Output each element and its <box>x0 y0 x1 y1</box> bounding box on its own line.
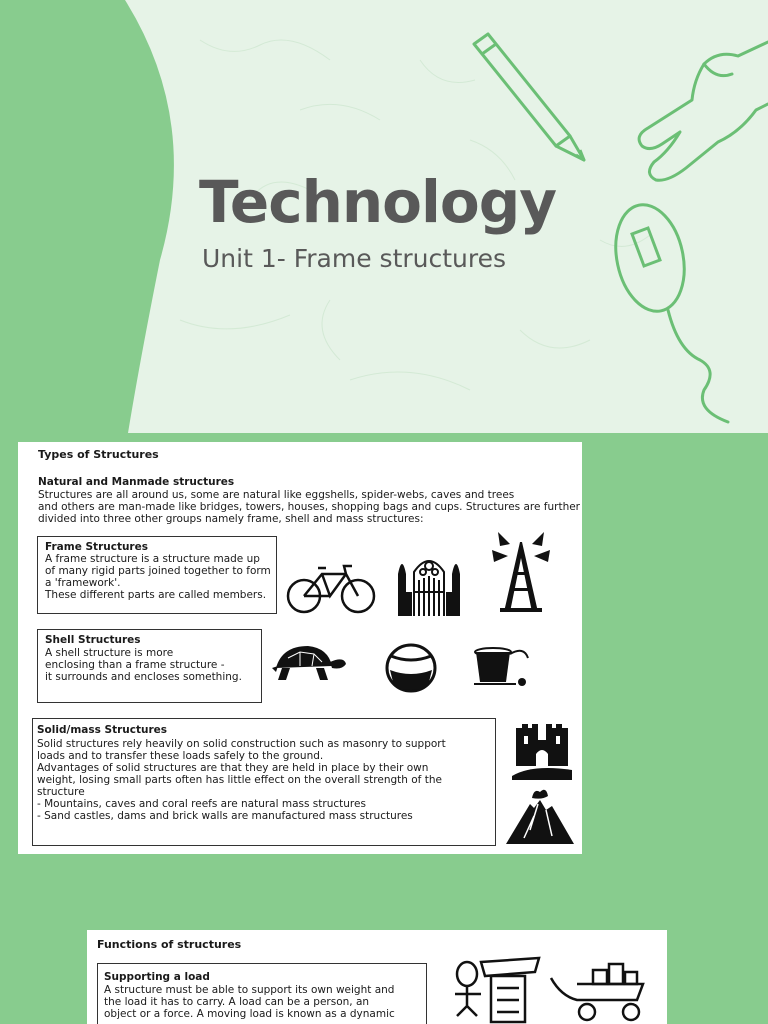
slide-subtitle: Unit 1- Frame structures <box>202 244 507 273</box>
section-heading: Natural and Manmade structures <box>38 476 235 488</box>
bicycle-icon <box>286 560 376 616</box>
shell-text: A shell structure is more enclosing than a frame structure - it surrounds and encloses something. <box>45 647 242 683</box>
solid-text: Solid structures rely heavily on solid construction such as masonry to support loads and to transfer these loads safely to the ground. Advantages of solid structures are that they are held in place by their own weight, losing small parts often has little effect on the overall strength of the structure - Mountains, caves and coral reefs are natural mass structures - Sand castles, dams and brick walls are manufactured mass structures <box>37 738 446 822</box>
solid-structures-box <box>32 718 496 846</box>
castle-icon <box>512 720 572 780</box>
functions-of-structures-page <box>87 930 667 1024</box>
types-of-structures-page <box>18 442 582 854</box>
intro-paragraph: Structures are all around us, some are natural like eggshells, spider-webs, caves and trees and others are man-made like bridges, towers, houses, shopping bags and cups. Structures are further divided into three other groups namely frame, shell and mass structures: <box>38 489 581 525</box>
page-heading: Functions of structures <box>97 938 242 951</box>
computer-mouse-icon <box>608 200 748 425</box>
shell-heading: Shell Structures <box>45 634 141 646</box>
radio-tower-icon <box>480 528 562 612</box>
title-slide <box>0 0 768 433</box>
tortoise-icon <box>270 642 348 684</box>
load-text: A structure must be able to support its own weight and the load it has to carry. A load can be a person, an object or a force. A moving load is known as a dynamic <box>104 984 395 1020</box>
supporting-load-box <box>97 963 427 1024</box>
frame-heading: Frame Structures <box>45 541 148 553</box>
bucket-icon <box>470 642 534 692</box>
volcano-icon <box>504 786 576 846</box>
frame-text: A frame structure is a structure made up of many rigid parts joined together to form a 'framework'. These different parts are called members. <box>45 553 271 601</box>
pointing-hand-icon <box>608 20 768 185</box>
wagon-icon <box>547 960 657 1024</box>
basket-icon <box>384 638 438 694</box>
shell-structures-box <box>37 629 262 703</box>
solid-heading: Solid/mass Structures <box>37 724 168 736</box>
page-heading: Types of Structures <box>38 448 159 461</box>
desk-chair-icon <box>451 954 541 1024</box>
gate-icon <box>396 552 462 616</box>
frame-structures-box <box>37 536 277 614</box>
pencil-icon <box>466 30 596 170</box>
slide-title: Technology <box>199 168 557 236</box>
load-heading: Supporting a load <box>104 971 210 983</box>
